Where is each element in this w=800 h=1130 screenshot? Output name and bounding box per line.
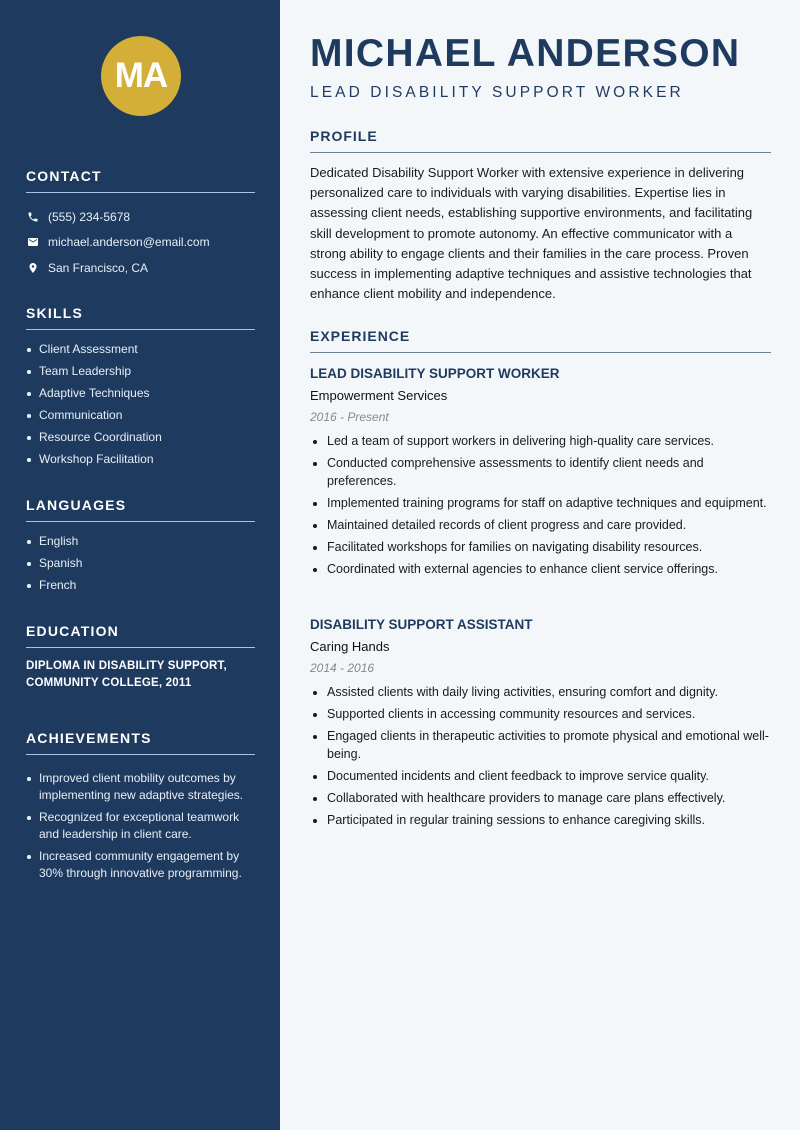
- job-company: Empowerment Services: [310, 388, 448, 403]
- contact-phone-text: (555) 234-5678: [48, 209, 131, 224]
- job-bullets: [310, 433, 771, 578]
- job-bullet: Maintained detailed records of client progress and care provided.: [310, 517, 771, 535]
- job-dates: 2016 - Present: [310, 410, 389, 424]
- experience-heading: EXPERIENCE: [310, 328, 771, 353]
- job-bullet: Coordinated with external agencies to enhance client service offerings.: [310, 561, 771, 579]
- job-title: LEAD DISABILITY SUPPORT WORKER: [310, 366, 560, 381]
- achievements-list: [26, 770, 255, 882]
- skill-item: Workshop Facilitation: [26, 451, 255, 468]
- job-bullet: Conducted comprehensive assessments to identify client needs and preferences.: [310, 455, 771, 490]
- achievement-item: Recognized for exceptional teamwork and leadership in client care.: [26, 809, 255, 843]
- skill-item: Communication: [26, 407, 255, 424]
- skill-item: Team Leadership: [26, 363, 255, 380]
- contact-location: [26, 255, 255, 281]
- phone-icon: [26, 210, 40, 224]
- job-entry: [310, 365, 771, 583]
- skills-list: [26, 341, 255, 468]
- education-heading: EDUCATION: [26, 623, 255, 648]
- avatar: [101, 36, 181, 116]
- job-title: DISABILITY SUPPORT ASSISTANT: [310, 617, 533, 632]
- education-text: DIPLOMA IN DISABILITY SUPPORT, COMMUNITY COLLEGE, 2011: [26, 660, 227, 689]
- language-item: English: [26, 533, 255, 550]
- job-dates: 2014 - 2016: [310, 661, 375, 675]
- contact-phone: [26, 204, 255, 230]
- contact-location-text: San Francisco, CA: [48, 260, 149, 275]
- job-bullet: Facilitated workshops for families on navigating disability resources.: [310, 539, 771, 557]
- sidebar: [0, 0, 280, 1130]
- job-bullet: Documented incidents and client feedback to improve service quality.: [310, 768, 771, 786]
- contact-email-text: michael.anderson@email.com: [48, 235, 210, 250]
- contact-email: [26, 230, 255, 256]
- skill-item: Client Assessment: [26, 341, 255, 358]
- job-bullet: Engaged clients in therapeutic activities to promote physical and emotional well-being.: [310, 728, 771, 763]
- job-bullet: Implemented training programs for staff on adaptive techniques and equipment.: [310, 495, 771, 513]
- job-bullets: [310, 684, 771, 829]
- profile-heading: PROFILE: [310, 128, 771, 153]
- job-entry: [310, 616, 771, 834]
- languages-heading: LANGUAGES: [26, 497, 255, 522]
- skills-heading: SKILLS: [26, 305, 255, 330]
- job-bullet: Participated in regular training sessions to enhance caregiving skills.: [310, 812, 771, 830]
- language-item: French: [26, 577, 255, 594]
- skill-item: Adaptive Techniques: [26, 385, 255, 402]
- job-bullet: Assisted clients with daily living activities, ensuring comfort and dignity.: [310, 684, 771, 702]
- languages-section: [26, 497, 255, 599]
- language-item: Spanish: [26, 555, 255, 572]
- email-icon: [26, 235, 40, 249]
- avatar-initials: MA: [114, 56, 168, 95]
- candidate-name: MICHAEL ANDERSON: [310, 32, 741, 75]
- contact-heading: CONTACT: [26, 168, 255, 193]
- skill-item: Resource Coordination: [26, 429, 255, 446]
- location-icon: [26, 261, 40, 275]
- languages-list: [26, 533, 255, 594]
- education-section: [26, 623, 255, 692]
- contact-list: [26, 204, 255, 281]
- contact-section: [26, 168, 255, 281]
- achievements-heading: ACHIEVEMENTS: [26, 730, 255, 755]
- achievement-item: Improved client mobility outcomes by implementing new adaptive strategies.: [26, 770, 255, 804]
- job-company: Caring Hands: [310, 639, 390, 654]
- job-bullet: Supported clients in accessing community resources and services.: [310, 706, 771, 724]
- skills-section: [26, 305, 255, 473]
- job-bullet: Collaborated with healthcare providers to manage care plans effectively.: [310, 790, 771, 808]
- achievements-section: [26, 730, 255, 887]
- profile-text: Dedicated Disability Support Worker with extensive experience in delivering personalized care to individuals with varying disabilities. Expertise lies in assessing client needs, establishing supportive environments, and facilitating skill development to promote autonomy. An effective communicator with a strong ability to engage clients and their families in the care process. Proven success in implementing adaptive techniques and assistive technologies that enhance client mobility and independence.: [310, 165, 753, 302]
- candidate-title: LEAD DISABILITY SUPPORT WORKER: [310, 84, 684, 101]
- job-bullet: Led a team of support workers in delivering high-quality care services.: [310, 433, 771, 451]
- achievement-item: Increased community engagement by 30% through innovative programming.: [26, 848, 255, 882]
